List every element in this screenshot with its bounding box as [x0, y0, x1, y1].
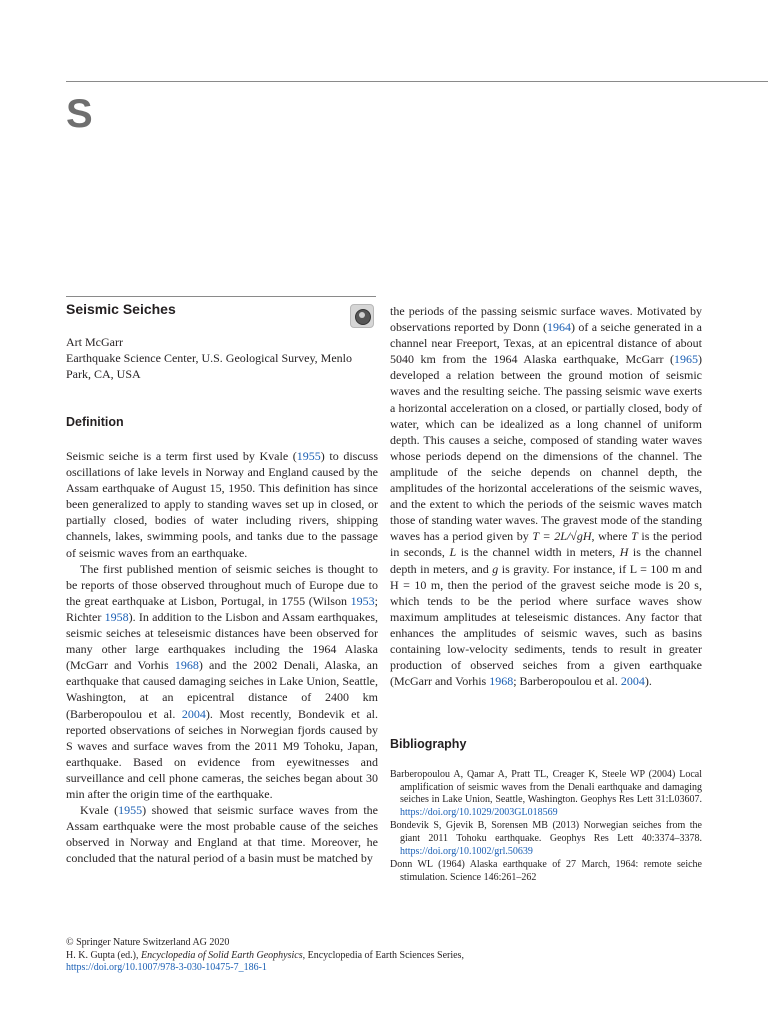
paragraph-1 [66, 448, 378, 561]
copyright: © Springer Nature Switzerland AG 2020 [66, 937, 230, 948]
bib-text: Barberopoulou A, Qamar A, Pratt TL, Creager K, Steele WP (2004) Local amplification of seismic waves from the Denali earthquake and damaging seiches in Lake Union, Seattle, Washington. Geophys Res Lett 31:L03607. [390, 769, 702, 806]
text-run: ) to discuss oscillations of lake levels in Norway and England caused by the Assam earthquake of August 15, 1950. This definition has since been generalized to apply to standing waves set up in closed, or partially closed, bodies of water including rivers, shipping channels, lakes, swimming pools, and tanks due to the passage of seismic waves from an earthquake. [66, 449, 379, 560]
period-formula: T = 2L/√gH [532, 529, 592, 544]
citation-link[interactable]: 2004 [181, 706, 206, 721]
variable: H [619, 545, 629, 560]
paragraph-2 [66, 561, 378, 802]
bib-text: Donn WL (1964) Alaska earthquake of 27 March, 1964: remote seiche stimulation. Science 146:261–262 [390, 859, 702, 883]
footer [66, 937, 706, 975]
footer-doi-link[interactable]: https://doi.org/10.1007/978-3-030-10475-7_186-1 [66, 962, 267, 974]
paragraph-3-continued [390, 303, 702, 689]
author-block [66, 334, 376, 382]
author-affiliation: Earthquake Science Center, U.S. Geological Survey, Menlo Park, CA, USA [66, 351, 352, 381]
right-column [390, 303, 702, 689]
bibliography-heading: Bibliography [390, 737, 467, 751]
text-run: Seismic seiche is a term first used by Kvale ( [66, 449, 297, 463]
definition-heading: Definition [66, 415, 124, 429]
text-run: The first published mention of seismic seiches is thought to be reports of those observed throughout much of Europe due to the great earthquake at Lisbon, Portugal, in 1755 (Wilson [66, 561, 378, 608]
equation-inline: L = 100 m [629, 561, 682, 576]
text-run: ) developed a relation between the ground motion of seismic waves and the resulting seiche. The passing seismic wave exerts a horizontal acceleration on a closed, or partially closed, body of water, which can be idealized as a long channel of uniform depth. This causes a seiche, composed of standing water waves whose periods depend on the dimensions of the channel. The amplitude of the seiche depends on channel depth, the amplitudes of the horizontal accelerations of the seismic waves, and the extent to which the periods of the seismic waves match those of standing water waves. The gravest mode of the standing waves has a period given by [390, 352, 702, 544]
text-run: the periods of the passing seismic surface waves. Motivated by observations reported by Donn ( [390, 304, 702, 335]
text-run: is the period in seconds, [390, 529, 702, 560]
citation-link[interactable]: 2004 [620, 674, 645, 689]
text-run: is gravity. For instance, if [498, 561, 630, 576]
text-run: , then the period of the gravest seiche mode is 20 s, which tends to be the period where surface waves show maximum amplitudes at teleseismic distances. Any factor that enhances the amplitudes of seismic waves, such as basins containing low-velocity sediments, tends to result in greater production of observed seiches from a given earthquake (McGarr and Vorhis [390, 577, 702, 689]
bib-entry [390, 820, 702, 858]
citation-line [66, 950, 706, 963]
text-run: ). In addition to the Lisbon and Assam earthquakes, seismic seiches at teleseismic distances have been observed for many other large earthquakes including the 1964 Alaska (McGarr and Vorhis [66, 609, 378, 673]
bibliography-list [390, 769, 702, 885]
citation-link[interactable]: 1955 [296, 449, 321, 463]
equation-inline: H = 10 m [390, 577, 441, 592]
text-run: ). [644, 674, 652, 689]
text-run: ) showed that seismic surface waves from the Assam earthquake were the most probable cause of the seiches observed in Norway and England at that time. Moreover, he concluded that the natural period of a basin must be matched by [66, 803, 379, 866]
audio-icon-dot [359, 312, 365, 318]
citation-link[interactable]: 1968 [174, 658, 199, 673]
text-run: ) of a seiche generated in a channel near Freeport, Texas, at an epicentral distance of about 5040 km from the 1964 Alaska earthquake, McGarr ( [390, 320, 702, 367]
text-run: Kvale ( [80, 803, 119, 818]
text-run: ). Most recently, Bondevik et al. reported observations of seiches in Norwegian fjords caused by S waves and surface waves from the 2011 M9 Tohoku, Japan, earthquake. Based on evidence from eyewitnesses and surveillance and cell phone cameras, the seiches began about 30 min after the origin time of the earthquake. [66, 706, 378, 801]
text-run: and [681, 561, 703, 576]
citation-link[interactable]: 1958 [104, 609, 129, 624]
section-letter: S [66, 92, 93, 136]
header-rule [66, 81, 768, 82]
bib-text: Bondevik S, Gjevik B, Sorensen MB (2013) Norwegian seiches from the giant 2011 Tohoku earthquake. Geophys Res Lett 40:3374–3378. [390, 820, 702, 844]
text-run: ) and the 2002 Denali, Alaska, an earthquake that caused damaging seiches in Lake Union, Seattle, Washington, at an epicentral distance of 2400 km (Barberopoulou et al. [66, 658, 378, 721]
entry-title: Seismic Seiches [66, 301, 176, 317]
editor: H. K. Gupta (ed.), [66, 949, 141, 961]
doi-link[interactable]: https://doi.org/10.1029/2003GL018569 [400, 806, 558, 818]
text-run: is the channel depth in meters, and [390, 545, 703, 576]
citation-link[interactable]: 1955 [118, 803, 143, 818]
text-run: ; Barberopoulou et al. [513, 674, 621, 689]
text-run: , where [591, 529, 632, 544]
audio-icon[interactable] [350, 304, 374, 328]
variable: T [631, 529, 638, 544]
doi-link[interactable]: https://doi.org/10.1002/grl.50639 [400, 845, 533, 857]
left-column [66, 448, 378, 866]
bib-entry [390, 769, 702, 819]
paragraph-3-start [66, 802, 378, 866]
citation-link[interactable]: 1964 [546, 320, 571, 335]
author-name: Art McGarr [66, 335, 123, 349]
variable: g [492, 561, 499, 576]
text-run: is the channel width in meters, [456, 545, 620, 560]
bib-entry [390, 859, 702, 884]
citation-link[interactable]: 1953 [350, 593, 375, 608]
variable: L [449, 545, 457, 560]
citation-link[interactable]: 1965 [674, 352, 698, 367]
text-run: ; Richter [66, 593, 378, 624]
series: , Encyclopedia of Earth Sciences Series, [302, 949, 464, 961]
citation-link[interactable]: 1968 [489, 674, 514, 689]
entry-rule [66, 296, 376, 297]
book-title: Encyclopedia of Solid Earth Geophysics [140, 949, 303, 961]
